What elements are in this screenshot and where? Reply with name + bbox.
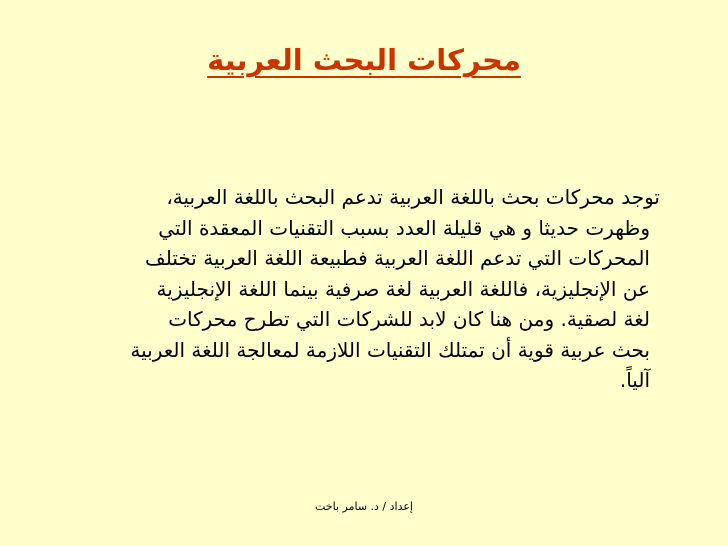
body-line: توجد محركات بحث باللغة العربية تدعم البحث باللغة العربية، [166,185,660,209]
body-line: المحركات التي تدعم اللغة العربية فطبيعة اللغة العربية تختلف [145,246,650,270]
body-line: آلياً. [619,368,650,392]
body-line: وظهرت حديثا و هي قليلة العدد بسبب التقنيات المعقدة التي [158,215,650,240]
body-line: لغة لصقية. ومن هنا كان لابد للشركات التي تطرح محركات [168,307,650,331]
slide-title-text: محركات البحث العربية [207,43,521,77]
slide-footer: إعداد / د. سامر باخت [315,500,413,513]
slide-title [0,36,728,84]
body-line: بحث عربية قوية أن تمتلك التقنيات اللازمة لمعالجة اللغة العربية [130,337,650,362]
body-line: عن الإنجليزية، فاللغة العربية لغة صرفية بينما اللغة الإنجليزية [156,276,650,301]
slide-body [68,182,660,396]
